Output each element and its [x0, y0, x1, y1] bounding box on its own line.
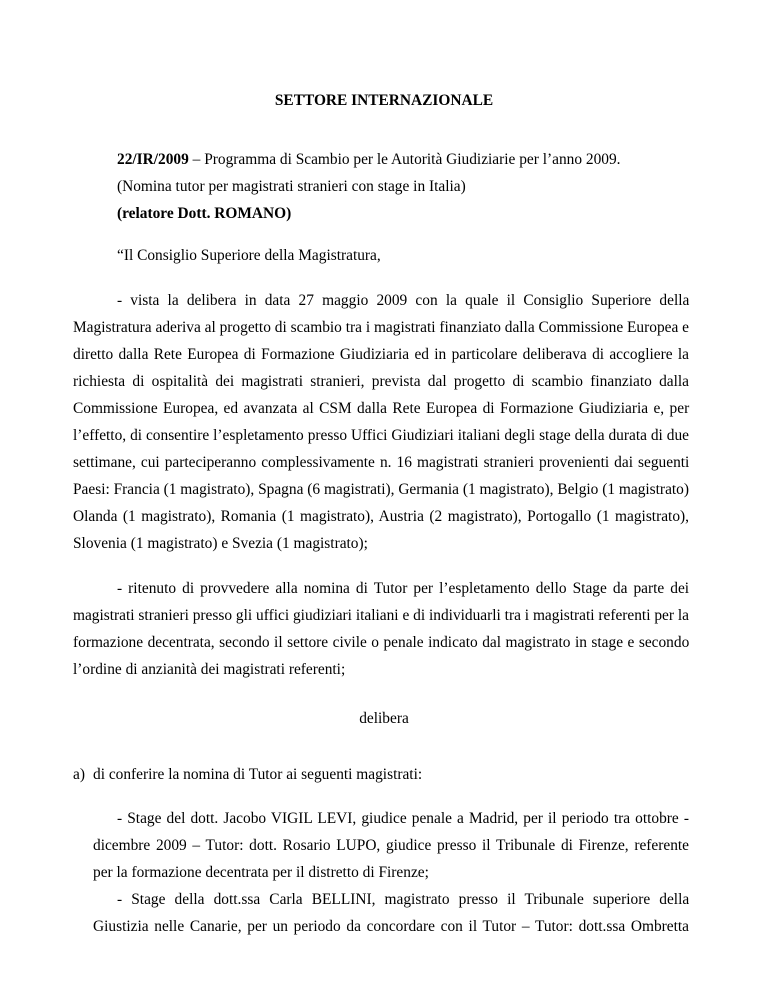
- resolution-subject: – Programma di Scambio per le Autorità Giudiziarie per l’anno 2009.: [188, 151, 621, 168]
- p1-line: Olanda (1 magistrato), Romania (1 magistrato), Austria (2 magistrato), Portogallo (1 magistrato),: [73, 508, 689, 525]
- p1-line: - vista la delibera in data 27 maggio 2009 con la quale il Consiglio Superiore della: [117, 292, 690, 309]
- stage2-line: Giustizia nelle Canarie, per un periodo da concordare con il Tutor – Tutor: dott.ssa Ombretta: [93, 918, 689, 935]
- resolution-code: 22/IR/2009: [117, 151, 189, 168]
- p2-line: magistrati stranieri presso gli uffici giudiziari italiani e di individuarli tra i magistrati referenti per la: [73, 607, 689, 624]
- stage1-line: - Stage del dott. Jacobo VIGIL LEVI, giudice penale a Madrid, per il periodo tra ottobre -: [117, 810, 689, 827]
- stage1-line: dicembre 2009 – Tutor: dott. Rosario LUPO, giudice presso il Tribunale di Firenze, referente: [93, 837, 689, 854]
- opening-line: “Il Consiglio Superiore della Magistratura,: [117, 247, 381, 264]
- p1-line: settimane, cui parteciperanno complessivamente n. 16 magistrati stranieri provenienti dai seguenti: [73, 454, 690, 471]
- p1-line: Paesi: Francia (1 magistrato), Spagna (6 magistrati), Germania (1 magistrato), Belgio (1 magistrato): [73, 481, 689, 498]
- item-a-text: di conferire la nomina di Tutor ai seguenti magistrati:: [93, 766, 423, 783]
- stage2-line: - Stage della dott.ssa Carla BELLINI, magistrato presso il Tribunale superiore della: [117, 891, 690, 908]
- p1-line: richiesta di ospitalità dei magistrati stranieri, prevista dal progetto di scambio finanziato dalla: [73, 373, 689, 390]
- p1-line: Slovenia (1 magistrato) e Svezia (1 magistrato);: [73, 535, 368, 552]
- p2-line: l’ordine di anzianità dei magistrati referenti;: [73, 661, 346, 678]
- rapporteur: (relatore Dott. ROMANO): [117, 205, 292, 222]
- p2-line: - ritenuto di provvedere alla nomina di Tutor per l’espletamento dello Stage da parte dei: [117, 580, 690, 597]
- delibera-heading: delibera: [359, 710, 409, 727]
- p1-line: Commissione Europea, ed avanzata al CSM dalla Rete Europea di Formazione Giudiziaria e, per: [73, 400, 690, 417]
- p1-line: l’effetto, di consentire l’espletamento presso Uffici Giudiziari italiani degli stage della durata di due: [73, 427, 689, 444]
- p1-line: diretto dalla Rete Europea di Formazione Giudiziaria ed in particolare deliberava di accogliere la: [73, 346, 689, 363]
- section-title: SETTORE INTERNAZIONALE: [274, 92, 494, 109]
- item-a-marker: a): [73, 766, 85, 783]
- resolution-note: (Nomina tutor per magistrati stranieri con stage in Italia): [117, 178, 466, 195]
- p1-line: Magistratura aderiva al progetto di scambio tra i magistrati finanziato dalla Commissione Europea e: [73, 319, 689, 336]
- p2-line: formazione decentrata, secondo il settore civile o penale indicato dal magistrato in stage e secondo: [73, 634, 690, 651]
- stage1-line: per la formazione decentrata per il distretto di Firenze;: [93, 864, 429, 881]
- subject-line: [117, 151, 621, 169]
